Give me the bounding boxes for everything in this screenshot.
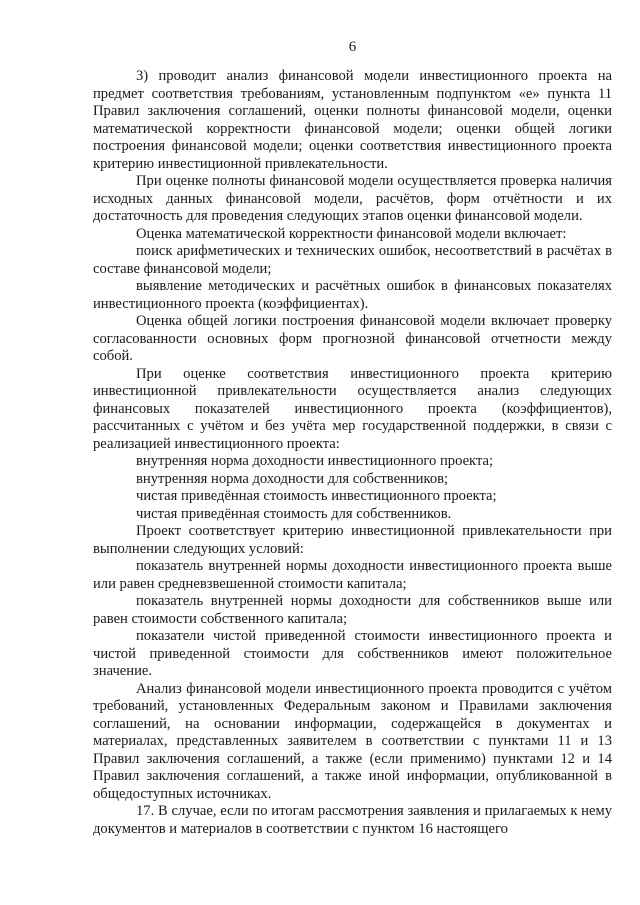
paragraph-analysis-basis: Анализ финансовой модели инвестиционного проекта проводится с учётом требований, установленных Федеральным законом и Правилами заключения соглашений, на основании информации, содержащейся в документах и материалах, представленных заявителем в соответствии с пунктами 11 и 13 Правил заключения соглашений, а также (если применимо) пунктами 12 и 14 Правил заключения соглашений, а также иной информации, опубликованной в общедоступных источниках.: [93, 680, 612, 802]
condition-irr-project: показатель внутренней нормы доходности инвестиционного проекта выше или равен средневзвешенной стоимости капитала;: [93, 558, 612, 592]
list-item-arithmetic-errors: поиск арифметических и технических ошибок, несоответствий в расчётах в составе финансовой модели;: [93, 243, 612, 277]
paragraph-conditions: Проект соответствует критерию инвестиционной привлекательности при выполнении следующих условий:: [93, 523, 612, 557]
paragraph-analysis-intro: 3) проводит анализ финансовой модели инвестиционного проекта на предмет соответствия требованиям, установленным подпунктом «е» пункта 11 Правил заключения соглашений, оценки полноты финансовой модели, оценки математической корректности финансовой модели; оценки общей логики построения финансовой модели; оценки соответствия инвестиционного проекта критерию инвестиционной привлекательности.: [93, 68, 612, 172]
paragraph-attractiveness: При оценке соответствия инвестиционного проекта критерию инвестиционной привлекательности осуществляется анализ следующих финансовых показателей инвестиционного проекта (коэффициентов), рассчитанных с учётом и без учёта мер государственной поддержки, в связи с реализацией инвестиционного проекта:: [93, 365, 612, 452]
paragraph-17: 17. В случае, если по итогам рассмотрения заявления и прилагаемых к нему документов и материалов в соответствии с пунктом 16 настоящего: [93, 803, 612, 837]
paragraph-math-correctness: Оценка математической корректности финансовой модели включает:: [136, 225, 567, 242]
list-item-irr-owners: внутренняя норма доходности для собственников;: [136, 470, 449, 487]
page-number: 6: [348, 39, 357, 55]
list-item-npv-project: чистая приведённая стоимость инвестиционного проекта;: [136, 488, 497, 504]
condition-npv: показатели чистой приведенной стоимости инвестиционного проекта и чистой приведенной стоимости для собственников имеют положительное значение.: [93, 628, 612, 679]
paragraph-completeness: При оценке полноты финансовой модели осуществляется проверка наличия исходных данных финансовой модели, расчётов, форм отчётности и их достаточность для проведения следующих этапов оценки финансовой модели.: [93, 173, 612, 224]
list-item-methodical-errors: выявление методических и расчётных ошибок в финансовых показателях инвестиционного проекта (коэффициентах).: [93, 278, 612, 312]
paragraph-general-logic: Оценка общей логики построения финансовой модели включает проверку согласованности основных форм прогнозной финансовой отчетности между собой.: [93, 313, 612, 364]
list-item-irr-project: внутренняя норма доходности инвестиционного проекта;: [136, 453, 494, 469]
list-item-npv-owners: чистая приведённая стоимость для собственников.: [136, 505, 452, 522]
condition-irr-owners: показатель внутренней нормы доходности для собственников выше или равен стоимости собственного капитала;: [93, 593, 612, 627]
